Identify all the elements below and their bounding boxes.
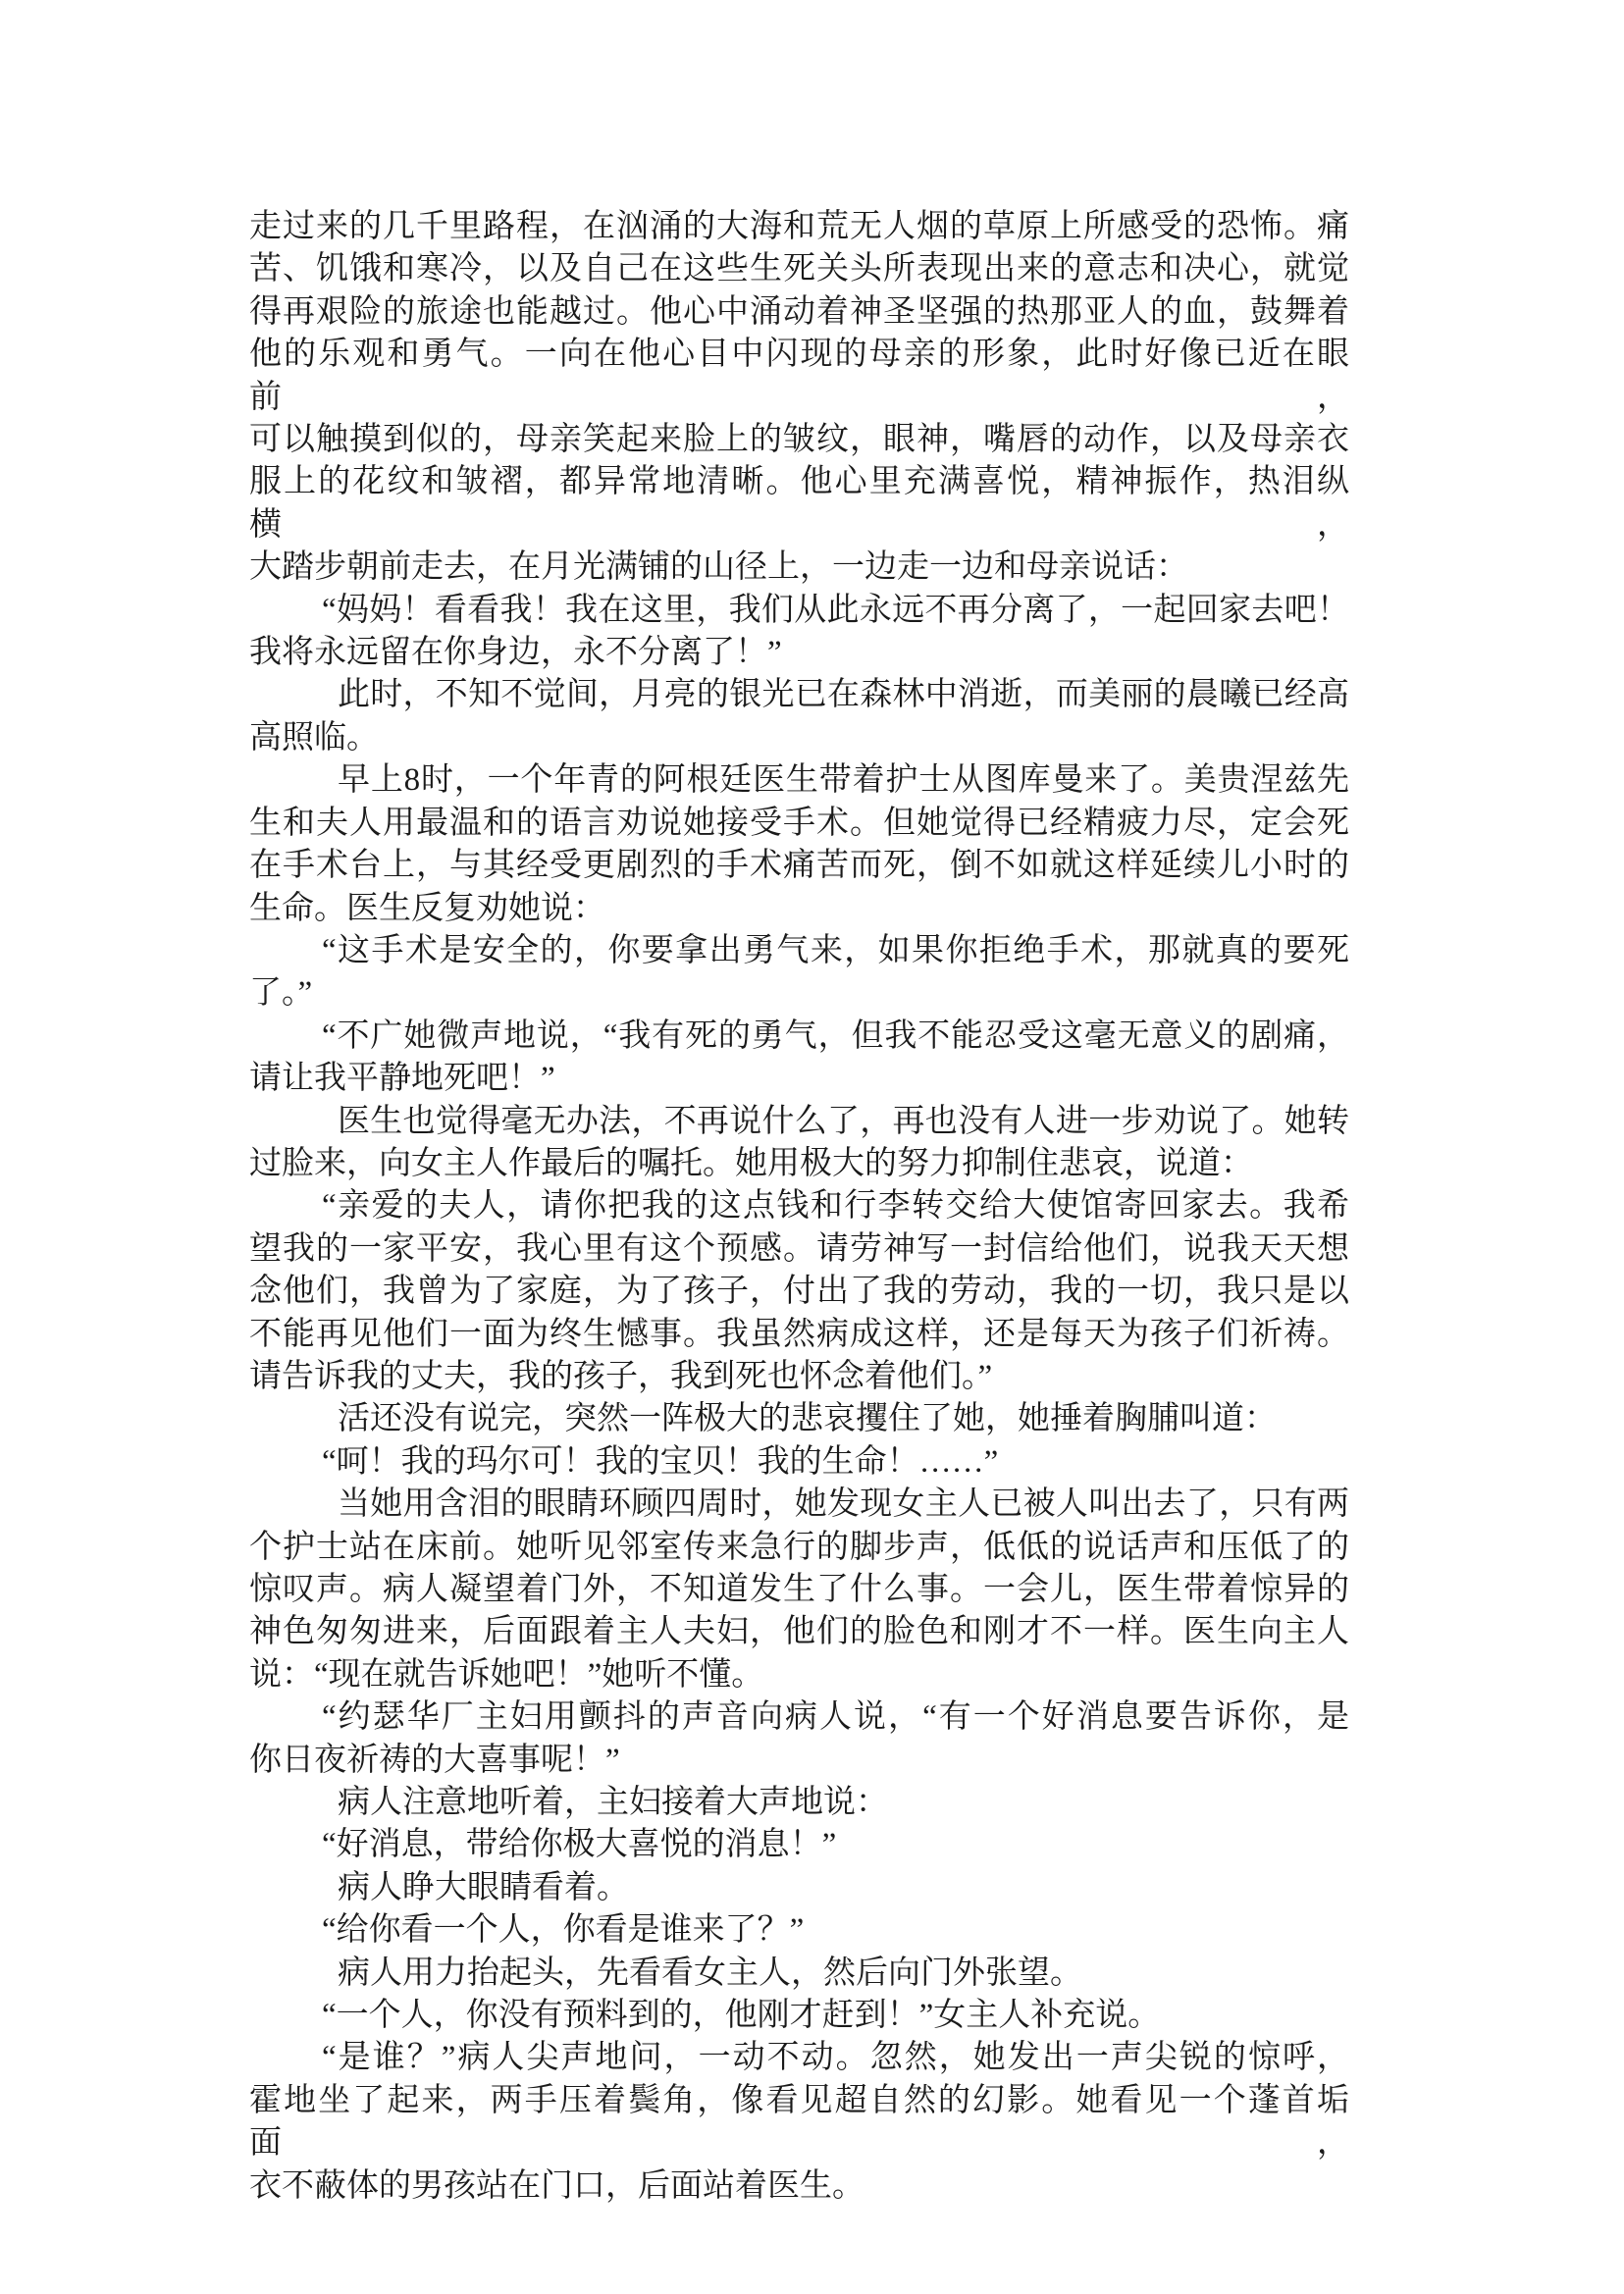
text-line: 可以触摸到似的，母亲笑起来脸上的皱纹，眼神，嘴唇的动作，以及母亲衣 [249,422,1349,458]
text-line: 望我的一家平安，我心里有这个预感。请劳神写一封信给他们，说我天天想 [249,1230,1349,1267]
text-line: 病人注意地听着，主妇接着大声地说： [338,1785,888,1821]
text-line: “呵！我的玛尔可！我的宝贝！我的生命！……” [322,1443,999,1480]
text-line: 生命。医生反复劝她说： [249,890,605,926]
text-line: 不能再见他们一面为终生憾事。我虽然病成这样，还是每天为孩子们祈祷。 [249,1316,1349,1352]
text-line: 过脸来，向女主人作最后的嘱托。她用极大的努力抑制住悲哀，说道： [249,1145,1253,1181]
text-line: “一个人，你没有预料到的，他刚才赶到！”女主人补充说。 [322,1998,1161,2034]
text-line: 念他们，我曾为了家庭，为了孩子，付出了我的劳动，我的一切，我只是以 [249,1274,1349,1310]
text-line: “这手术是安全的，你要拿出勇气来，如果你拒绝手术，那就真的要死 [322,932,1349,968]
text-line: 我将永远留在你身边，永不分离了！” [249,635,782,671]
text-line: 他的乐观和勇气。一向在他心目中闪现的母亲的形象，此时好像已近在眼前， [249,337,1349,415]
text-line: 得再艰险的旅途也能越过。他心中涌动着神圣坚强的热那亚人的血，鼓舞着 [249,293,1349,330]
text-line: 霍地坐了起来，两手压着鬓角，像看见超自然的幻影。她看见一个蓬首垢面， [249,2082,1349,2162]
text-line: “约瑟华厂主妇用颤抖的声音向病人说，“有一个好消息要告诉你，是 [322,1699,1349,1736]
text-line: “是谁？”病人尖声地问，一动不动。忽然，她发出一声尖锐的惊呼， [322,2040,1349,2076]
text-line: 活还没有说完，突然一阵极大的悲哀攫住了她，她捶着胸脯叫道： [338,1401,1277,1437]
text-line: 大踏步朝前走去，在月光满铺的山径上，一边走一边和母亲说话： [249,549,1188,586]
text-line: 服上的花纹和皱褶，都异常地清晰。他心里充满喜悦，精神振作，热泪纵横， [249,464,1349,543]
text-line: 病人睁大眼睛看着。 [338,1869,629,1905]
text-line: 了。” [249,975,313,1012]
text-line: “给你看一个人，你看是谁来了？” [322,1912,805,1949]
text-line: 请告诉我的丈夫，我的孩子，我到死也怀念着他们。” [249,1358,993,1394]
text-line: “亲爱的夫人，请你把我的这点钱和行李转交给大使馆寄回家去。我希 [322,1188,1349,1225]
text-line: 苦、饥饿和寒冷，以及自己在这些生死关头所表现出来的意志和决心，就觉 [249,251,1349,287]
text-line: 你日夜祈祷的大喜事呢！” [249,1742,620,1778]
text-line: 在手术台上，与其经受更剧烈的手术痛苦而死，倒不如就这样延续儿小时的 [249,848,1349,884]
text-line: 医生也觉得毫无办法，不再说什么了，再也没有人进一步劝说了。她转 [338,1103,1349,1139]
text-line: “好消息，带给你极大喜悦的消息！” [322,1827,837,1863]
text-line: “不广她微声地说，“我有死的勇气，但我不能忍受这毫无意义的剧痛， [322,1017,1349,1054]
text-line: 衣不蔽体的男孩站在门口，后面站着医生。 [249,2167,864,2204]
text-line: 高照临。 [249,719,379,756]
text-line: 此时，不知不觉间，月亮的银光已在森林中消逝，而美丽的晨曦已经高 [338,677,1349,713]
text-line: 请让我平静地死吧！” [249,1061,555,1097]
text-content [249,206,1349,2208]
text-line: 神色匆匆进来，后面跟着主人夫妇，他们的脸色和刚才不一样。医生向主人 [249,1614,1349,1650]
text-line: 个护士站在床前。她听见邻室传来急行的脚步声，低低的说话声和压低了的 [249,1529,1349,1565]
text-line: 生和夫人用最温和的语言劝说她接受手术。但她觉得已经精疲力尽，定会死 [249,805,1349,841]
text-line: 病人用力抬起头，先看看女主人，然后向门外张望。 [338,1955,1082,1991]
text-line: 走过来的几千里路程，在汹涌的大海和荒无人烟的草原上所感受的恐怖。痛 [249,209,1349,244]
text-line: “妈妈！看看我！我在这里，我们从此永远不再分离了，一起回家去吧！ [322,592,1349,628]
text-line: 说：“现在就告诉她吧！”她听不懂。 [249,1656,764,1693]
text-line: 惊叹声。病人凝望着门外，不知道发生了什么事。一会儿，医生带着惊异的 [249,1572,1349,1607]
text-line: 当她用含泪的眼睛环顾四周时，她发现女主人已被人叫出去了，只有两 [338,1486,1349,1523]
text-line: 早上8时，一个年青的阿根廷医生带着护士从图库曼来了。美贵涅兹先 [338,762,1349,799]
